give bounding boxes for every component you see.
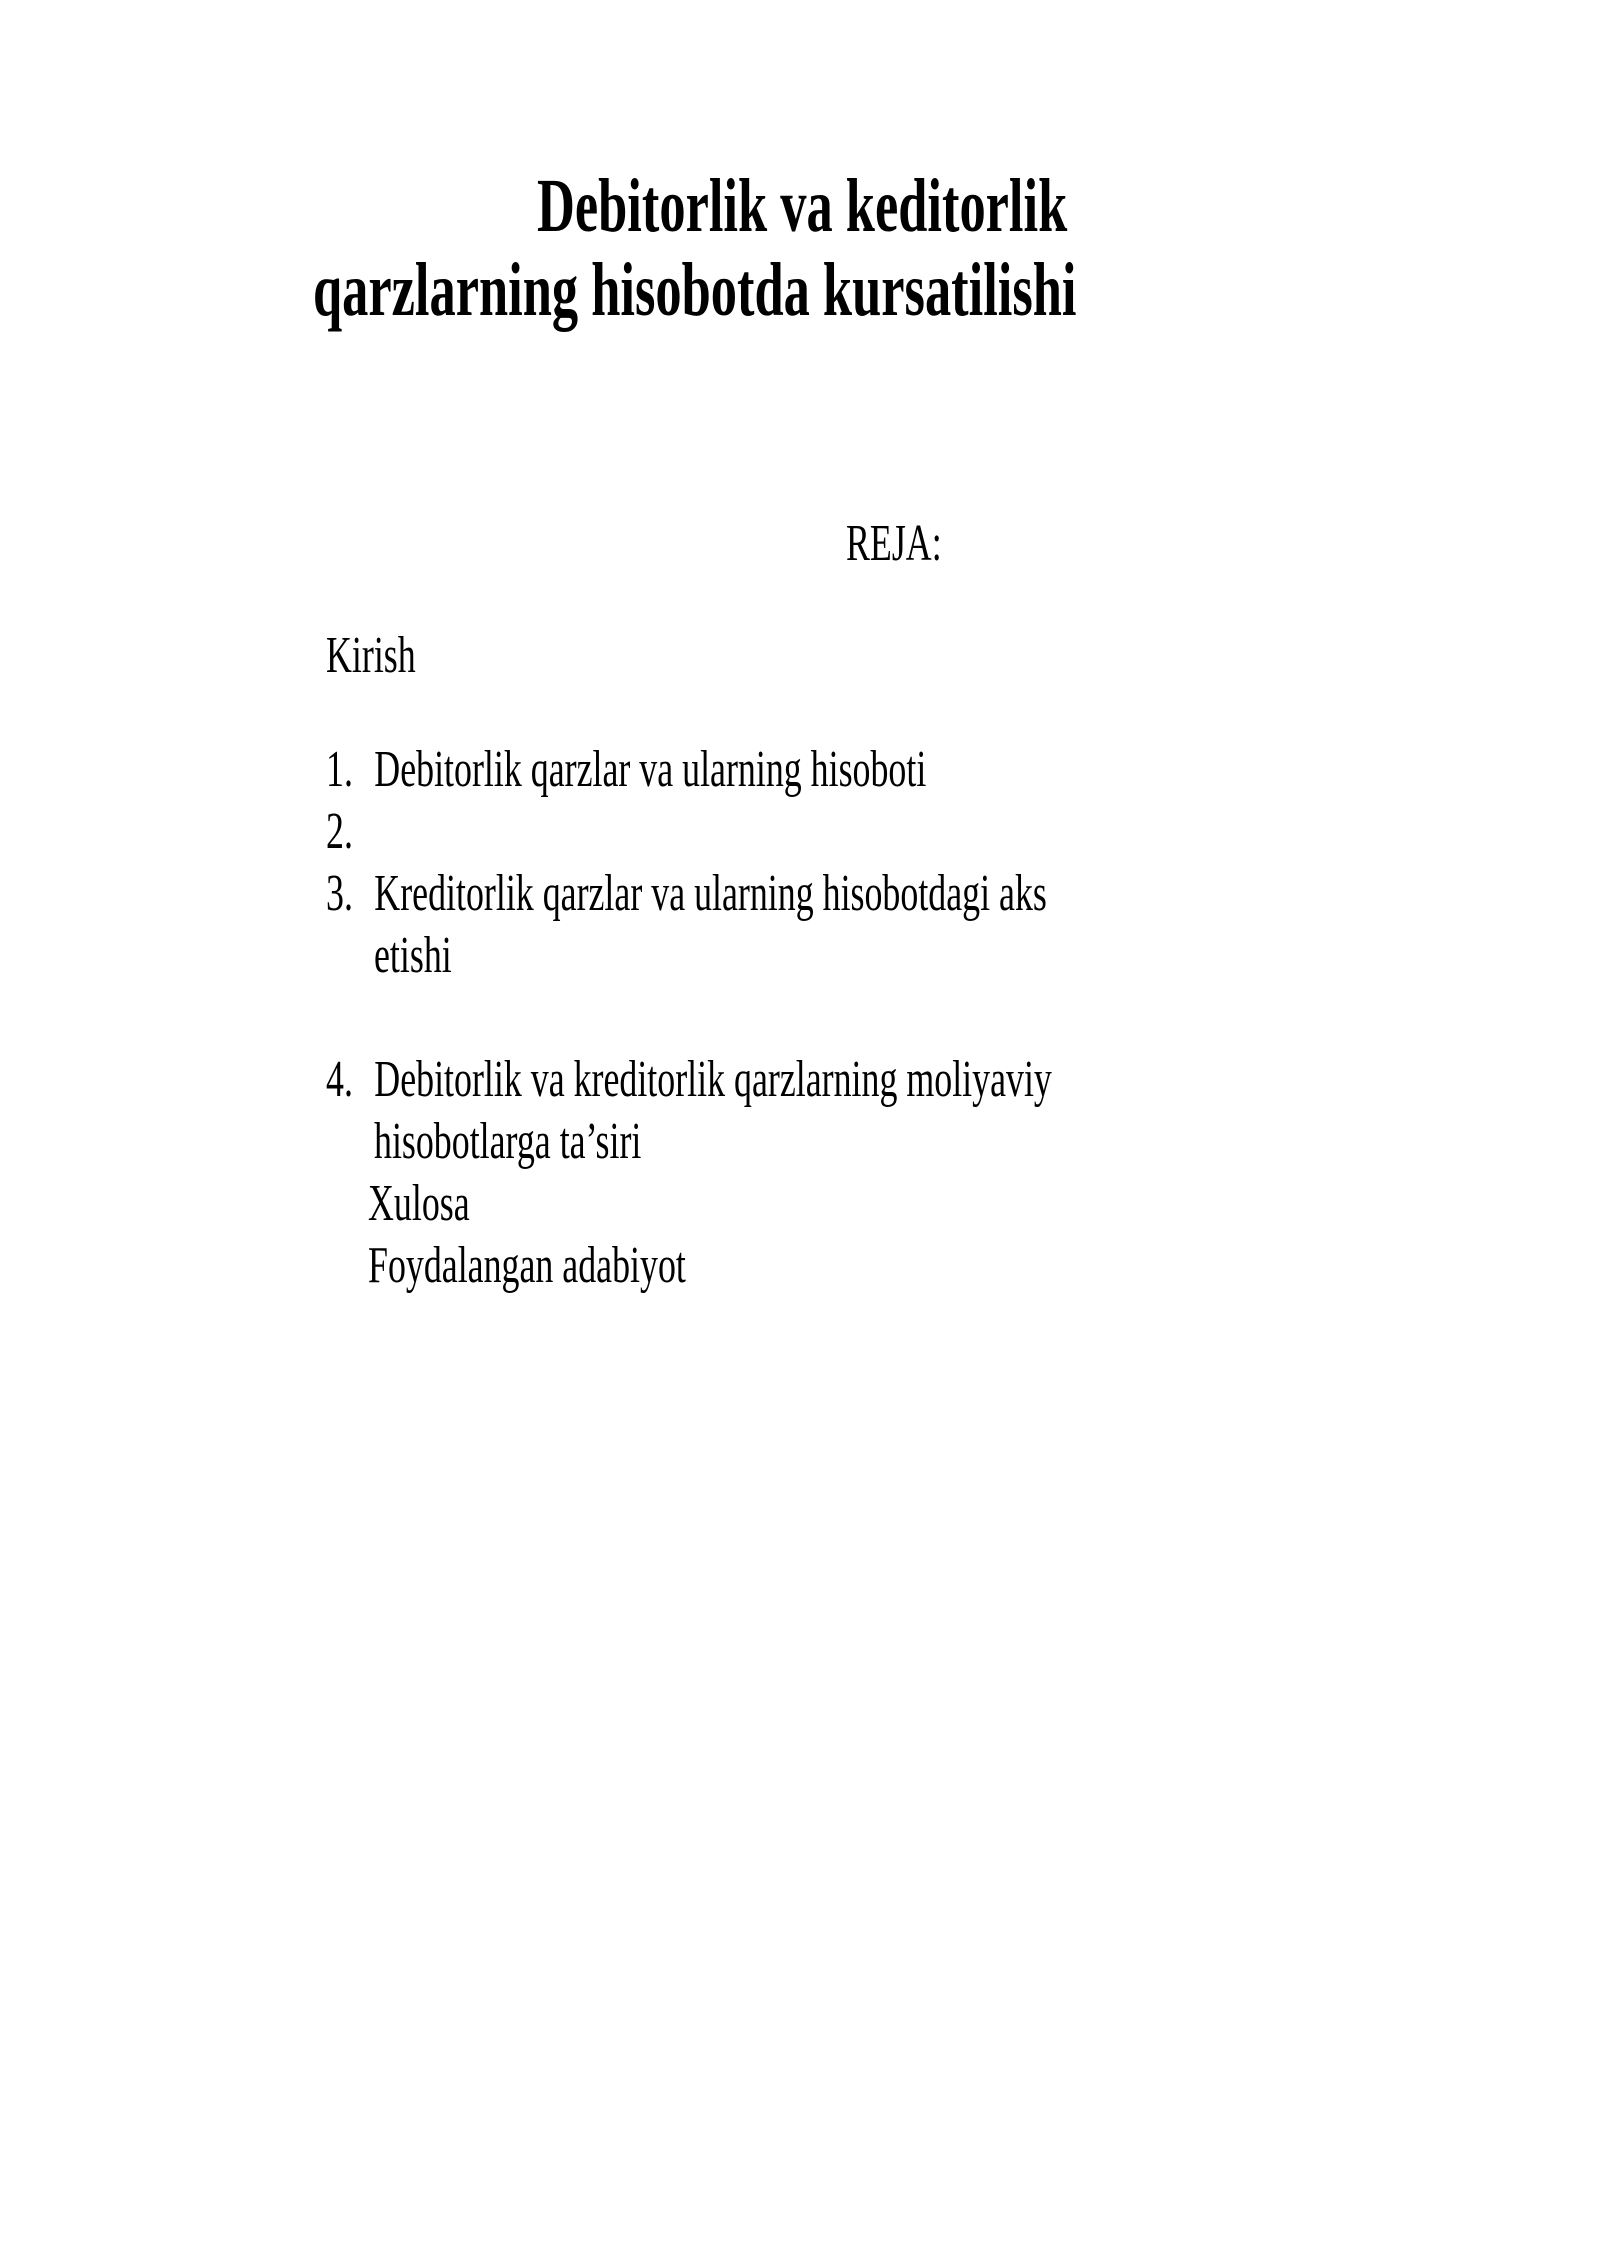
plan-item-4-continuation: hisobotlarga ta’siri [374,1113,642,1170]
item-number: 2. [326,803,353,860]
conclusion-item: Xulosa [368,1175,470,1232]
title-line-2: qarzlarning hisobotda kursatilishi [313,248,1077,332]
title-line-1: Debitorlik va keditorlik [537,164,1068,248]
plan-heading: REJA: [846,515,942,572]
plan-item-2 [326,803,374,860]
item-text: Kreditorlik qarzlar va ularning hisobotdagi aks [374,865,1047,922]
item-text: Debitorlik va kreditorlik qarzlarning moliyaviy [374,1051,1052,1108]
item-number: 1. [326,741,353,798]
plan-item-4 [326,1051,1052,1108]
item-number: 3. [326,865,353,922]
intro-item: Kirish [326,627,416,684]
plan-item-1 [326,741,927,798]
references-item: Foydalangan adabiyot [368,1237,686,1294]
item-number: 4. [326,1051,353,1108]
plan-item-3-continuation: etishi [374,927,452,984]
item-text: Debitorlik qarzlar va ularning hisoboti [374,741,927,798]
plan-item-3 [326,865,1047,922]
